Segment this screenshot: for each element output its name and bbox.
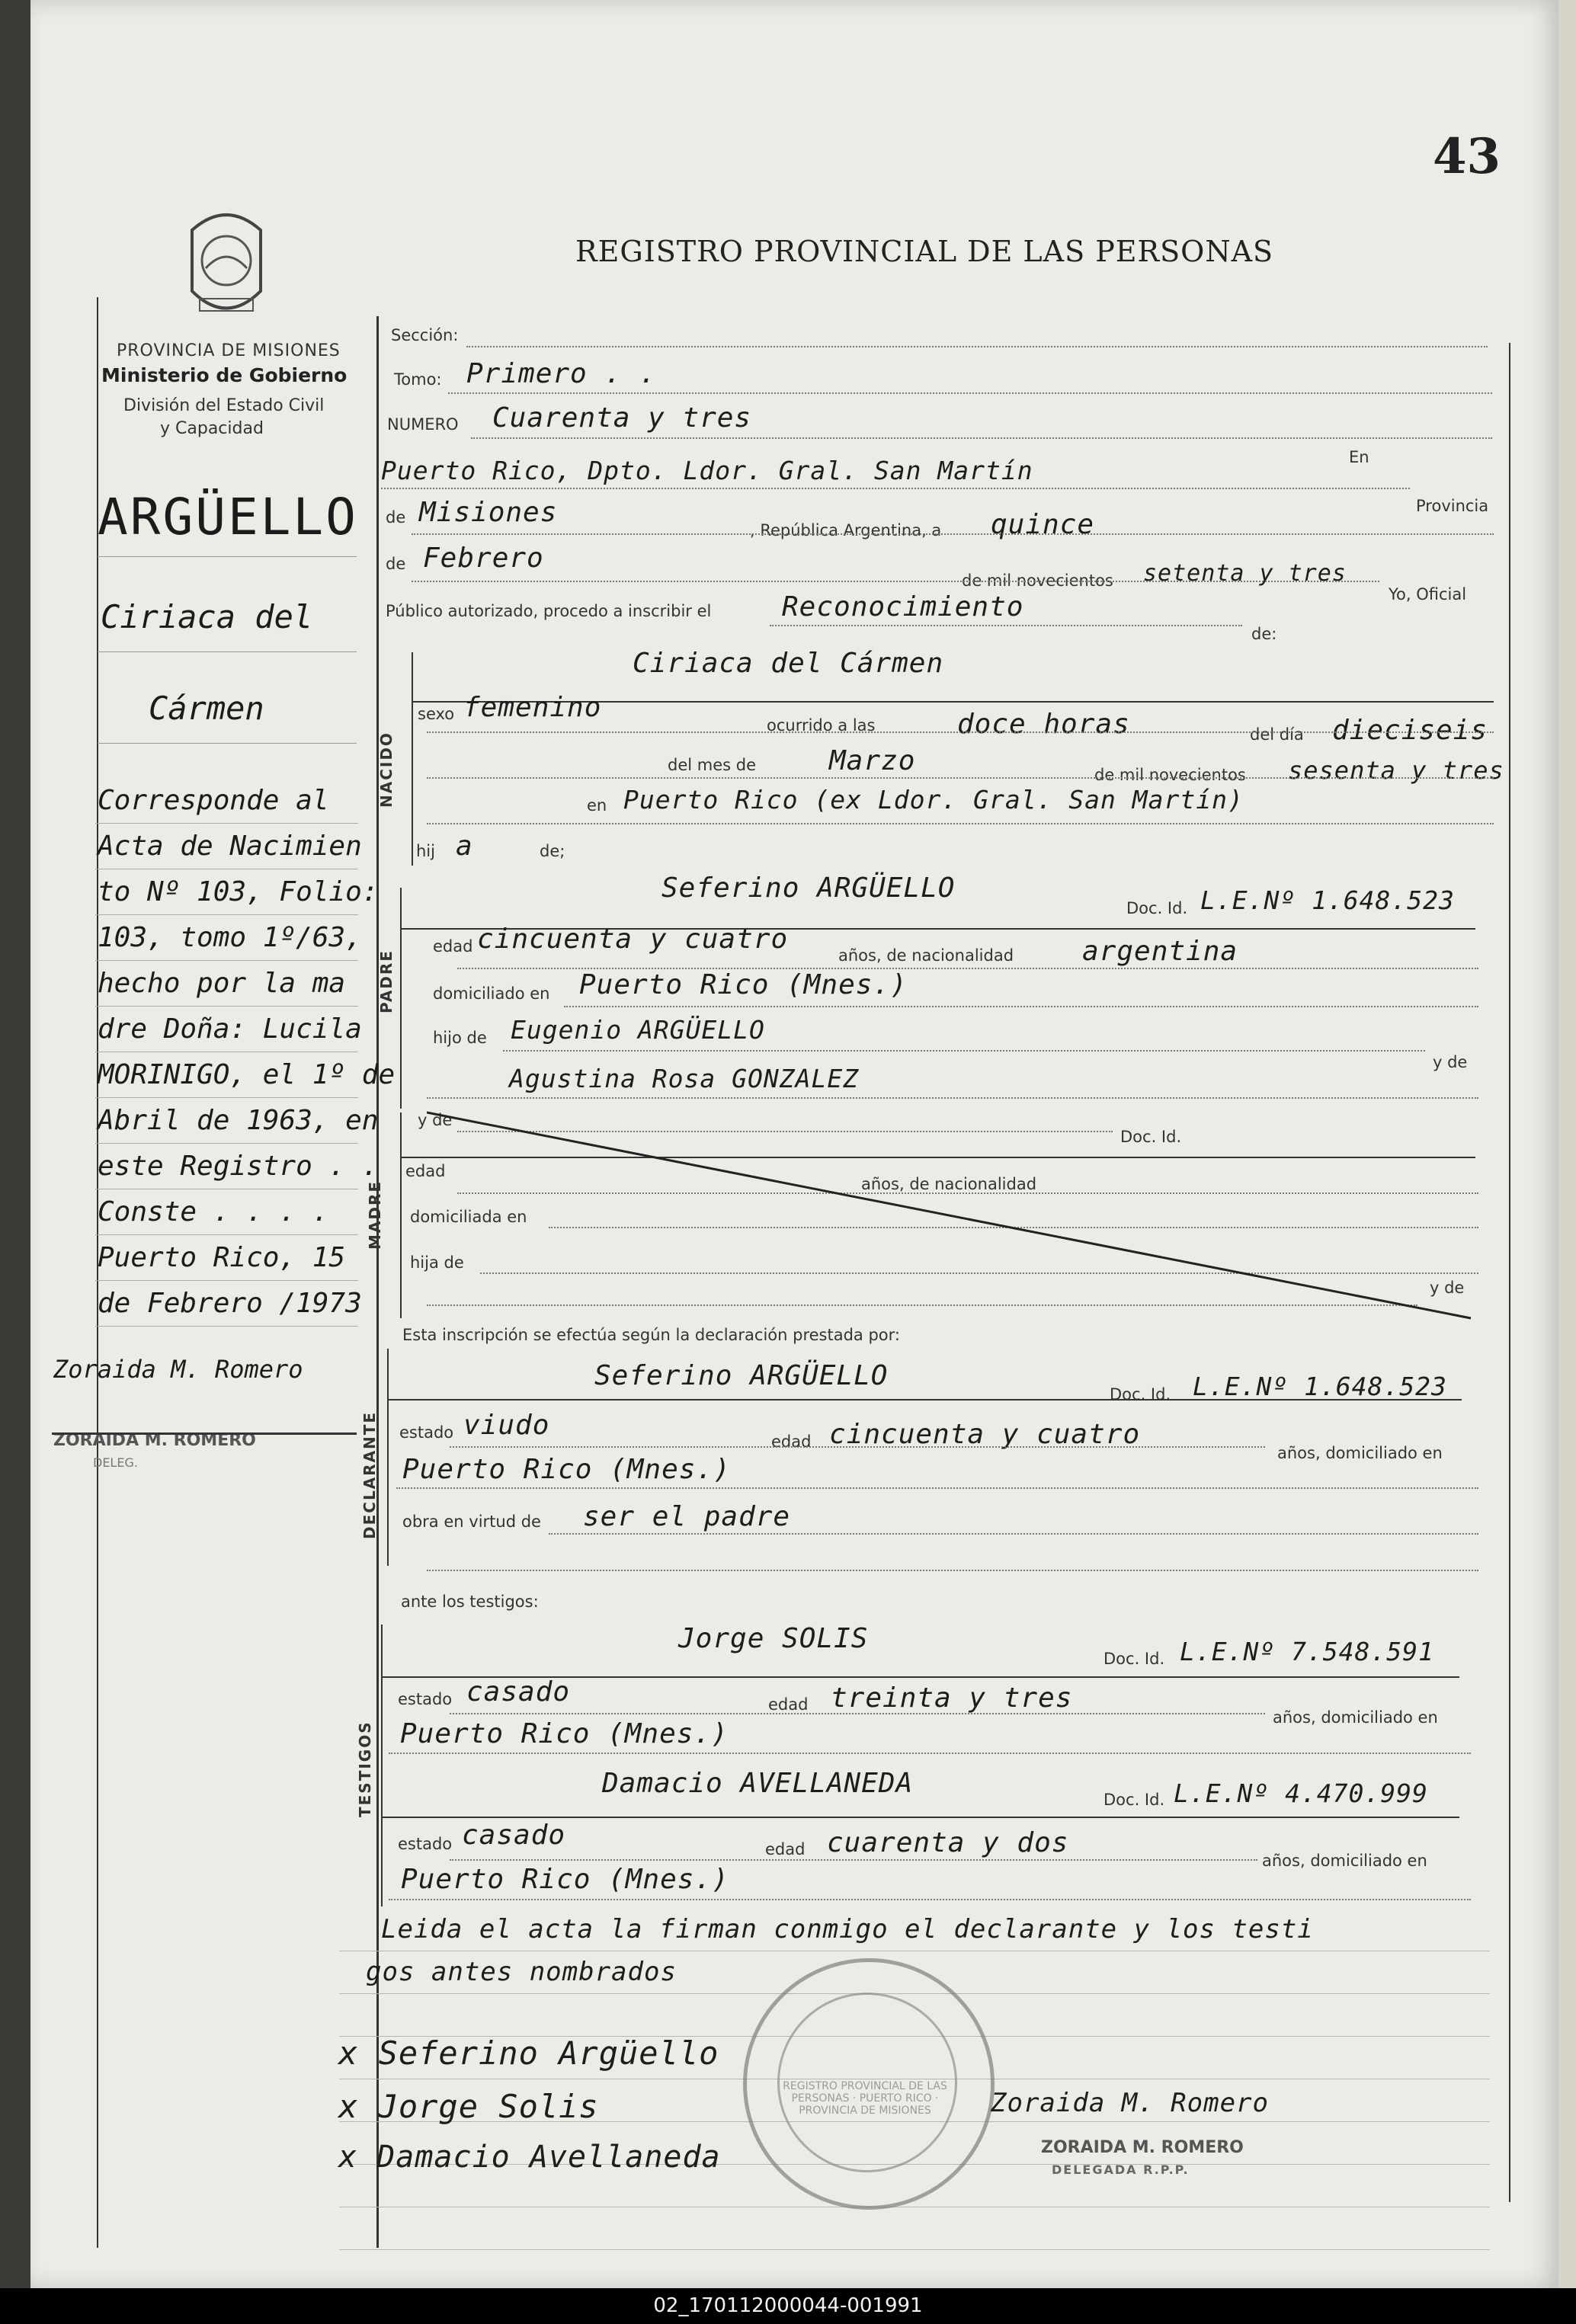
de-label: de xyxy=(386,508,406,527)
document-title: REGISTRO PROVINCIAL DE LAS PERSONAS xyxy=(575,235,1274,268)
place-value: Puerto Rico, Dpto. Ldor. Gral. San Martín xyxy=(381,456,1033,485)
mes-value: Marzo xyxy=(829,745,916,776)
de2-label: de: xyxy=(1251,625,1277,643)
official-stamp-role: DELEGADA R.P.P. xyxy=(1052,2162,1190,2177)
w1-estado-value: casado xyxy=(466,1676,571,1708)
provincial-seal-icon xyxy=(177,200,276,329)
page-number: 43 xyxy=(1433,128,1501,185)
org-line3: División del Estado Civil xyxy=(123,396,325,415)
signature-witness-2: x Damacio Avellaneda xyxy=(338,2140,721,2175)
madre-edad-label: edad xyxy=(405,1162,446,1180)
margin-note-line: Conste . . . . xyxy=(98,1196,329,1228)
anio-value: sesenta y tres xyxy=(1288,756,1504,785)
mes-label: del mes de xyxy=(668,756,757,774)
declarante-doc-value: L.E.Nº 1.648.523 xyxy=(1193,1372,1447,1401)
declarante-name-value: Seferino ARGÜELLO xyxy=(594,1360,889,1391)
declarante-section-label: DECLARANTE xyxy=(360,1410,379,1539)
official-signature: Zoraida M. Romero xyxy=(991,2088,1269,2118)
w1-dom-value: Puerto Rico (Mnes.) xyxy=(400,1718,729,1749)
padre-dom-label: domiciliado en xyxy=(433,984,550,1003)
margin-note-line: este Registro . . xyxy=(98,1151,379,1182)
sexo-value: femenino xyxy=(463,692,602,723)
w1-name-value: Jorge SOLIS xyxy=(678,1623,869,1654)
declarante-estado-label: estado xyxy=(399,1423,454,1442)
madre-dom-label: domiciliada en xyxy=(410,1208,527,1226)
province-value: Misiones xyxy=(419,497,558,528)
w1-estado-label: estado xyxy=(398,1690,453,1708)
republica-label: , República Argentina, a xyxy=(750,521,942,539)
madre-yde2-label: y de xyxy=(1430,1279,1465,1297)
signature-witness-1: x Jorge Solis xyxy=(338,2088,599,2125)
padre-edad-value: cincuenta y cuatro xyxy=(477,924,789,955)
seccion-label: Sección: xyxy=(391,326,459,344)
ocurrido-label: ocurrido a las xyxy=(767,716,876,735)
w1-dom-label: años, domiciliado en xyxy=(1273,1708,1438,1727)
declarante-obra-value: ser el padre xyxy=(583,1501,791,1532)
w2-estado-label: estado xyxy=(398,1835,453,1853)
padre-name-value: Seferino ARGÜELLO xyxy=(661,872,956,904)
publico-label: Público autorizado, procedo a inscribir el xyxy=(386,602,712,620)
declarante-intro: Esta inscripción se efectúa según la declaración prestada por: xyxy=(402,1326,900,1344)
margin-note-line: de Febrero /1973 xyxy=(98,1288,362,1319)
w2-dom-label: años, domiciliado en xyxy=(1262,1852,1427,1870)
margin-note-line: MORINIGO, el 1º de xyxy=(98,1059,396,1090)
w2-edad-value: cuarenta y dos xyxy=(827,1827,1069,1858)
lugar-value: Puerto Rico (ex Ldor. Gral. San Martín) xyxy=(623,785,1244,815)
w2-estado-value: casado xyxy=(462,1820,566,1851)
en-label: En xyxy=(1349,448,1369,466)
provincia-label: Provincia xyxy=(1416,497,1489,515)
padre-edad-label: edad xyxy=(433,937,473,956)
sexo-label: sexo xyxy=(418,705,455,723)
w2-doc-value: L.E.Nº 4.470.999 xyxy=(1174,1778,1428,1808)
hij-value: a xyxy=(456,831,473,862)
tomo-value: Primero . . xyxy=(466,358,657,389)
nacido-name-value: Ciriaca del Cármen xyxy=(633,648,944,679)
org-line1: PROVINCIA DE MISIONES xyxy=(117,341,341,360)
madre-doc-label: Doc. Id. xyxy=(1120,1128,1182,1146)
padre-hijo-value: Eugenio ARGÜELLO xyxy=(511,1015,765,1045)
declarante-doc-label: Doc. Id. xyxy=(1110,1385,1171,1404)
mil-label: de mil novecientos xyxy=(962,571,1113,590)
madre-section-label: MADRE xyxy=(366,1180,384,1250)
nacido-section-label: NACIDO xyxy=(377,731,396,808)
numero-value: Cuarenta y tres xyxy=(492,402,752,434)
w2-edad-label: edad xyxy=(765,1840,806,1858)
w2-dom-value: Puerto Rico (Mnes.) xyxy=(401,1864,729,1895)
tomo-label: Tomo: xyxy=(394,370,442,389)
numero-label: NUMERO xyxy=(387,415,459,434)
closing-line-2: gos antes nombrados xyxy=(366,1957,677,1987)
padre-yde-label: y de xyxy=(1433,1053,1468,1071)
round-stamp-text: REGISTRO PROVINCIAL DE LAS PERSONAS · PUERTO RICO · PROVINCIA DE MISIONES xyxy=(783,2080,947,2117)
right-border xyxy=(1509,343,1510,2202)
de-label-2: de xyxy=(386,555,406,573)
month-value: Febrero xyxy=(423,543,544,574)
madre-nac-label: años, de nacionalidad xyxy=(861,1175,1037,1193)
official-stamp-name: ZORAIDA M. ROMERO xyxy=(1041,2138,1244,2157)
padre-doc-value: L.E.Nº 1.648.523 xyxy=(1200,885,1455,915)
margin-note-line: 103, tomo 1º/63, xyxy=(98,922,362,953)
org-line4: y Capacidad xyxy=(160,419,264,438)
cross-out-line xyxy=(427,1097,1494,1326)
declarante-dom-value: Puerto Rico (Mnes.) xyxy=(402,1454,731,1485)
signature-declarante: x Seferino Argüello xyxy=(338,2034,719,2072)
day-value: quince xyxy=(991,509,1095,540)
declarante-estado-value: viudo xyxy=(463,1410,550,1441)
w2-doc-label: Doc. Id. xyxy=(1104,1791,1165,1809)
declarante-edad-value: cincuenta y cuatro xyxy=(829,1419,1141,1450)
padre-nac-label: años, de nacionalidad xyxy=(838,946,1014,965)
act-value: Reconocimiento xyxy=(782,591,1024,623)
year-value: setenta y tres xyxy=(1143,560,1347,587)
margin-note-line: hecho por la ma xyxy=(98,968,346,999)
margin-note-line: Abril de 1963, en xyxy=(98,1105,379,1136)
margin-note-line: dre Doña: Lucila xyxy=(98,1013,362,1045)
padre-madre-value: Agustina Rosa GONZALEZ xyxy=(509,1064,860,1093)
org-line2: Ministerio de Gobierno xyxy=(101,364,348,386)
margin-signature: Zoraida M. Romero xyxy=(53,1355,303,1384)
closing-line-1: Leida el acta la firman conmigo el declarante y los testi xyxy=(381,1914,1314,1945)
margin-surname: ARGÜELLO xyxy=(98,488,358,546)
margin-given2: Cármen xyxy=(149,690,264,727)
padre-doc-label: Doc. Id. xyxy=(1126,899,1188,917)
madre-hija-label: hija de xyxy=(410,1253,464,1272)
declarante-dom-label: años, domiciliado en xyxy=(1277,1444,1443,1462)
page-edge xyxy=(1558,0,1576,2288)
madre-yde-label: y de xyxy=(418,1111,453,1129)
margin-note-line: Corresponde al xyxy=(98,785,329,816)
dia-label: del día xyxy=(1250,725,1304,744)
nacido-de-label: de; xyxy=(540,842,565,860)
hora-value: doce horas xyxy=(957,709,1130,740)
padre-section-label: PADRE xyxy=(377,949,396,1013)
margin-given1: Ciriaca del xyxy=(101,598,313,635)
padre-dom-value: Puerto Rico (Mnes.) xyxy=(579,969,908,1000)
padre-hijo-label: hijo de xyxy=(433,1029,487,1047)
w1-edad-label: edad xyxy=(768,1695,809,1714)
declarante-obra-label: obra en virtud de xyxy=(402,1513,541,1531)
margin-stamp-role: DELEG. xyxy=(93,1455,138,1470)
w1-doc-label: Doc. Id. xyxy=(1104,1650,1165,1668)
margin-note-line: Puerto Rico, 15 xyxy=(98,1242,346,1273)
testigos-intro: ante los testigos: xyxy=(401,1593,539,1611)
w2-name-value: Damacio AVELLANEDA xyxy=(602,1768,914,1799)
margin-note-line: to Nº 103, Folio: xyxy=(98,876,379,908)
dia-value: dieciseis xyxy=(1332,715,1488,746)
w1-edad-value: treinta y tres xyxy=(831,1682,1073,1714)
margin-stamp-name: ZORAIDA M. ROMERO xyxy=(53,1431,256,1450)
testigos-section-label: TESTIGOS xyxy=(356,1721,374,1817)
declarante-edad-label: edad xyxy=(771,1432,812,1451)
hij-label: hij xyxy=(416,842,435,860)
nacido-en-label: en xyxy=(587,796,607,815)
margin-note-line: Acta de Nacimien xyxy=(98,831,362,862)
padre-nac-value: argentina xyxy=(1082,936,1238,967)
w1-doc-value: L.E.Nº 7.548.591 xyxy=(1180,1637,1434,1666)
footer-id: 02_170112000044-001991 xyxy=(0,2288,1576,2324)
yo-label: Yo, Oficial xyxy=(1389,585,1467,603)
nacido-mil-label: de mil novecientos xyxy=(1094,766,1246,784)
